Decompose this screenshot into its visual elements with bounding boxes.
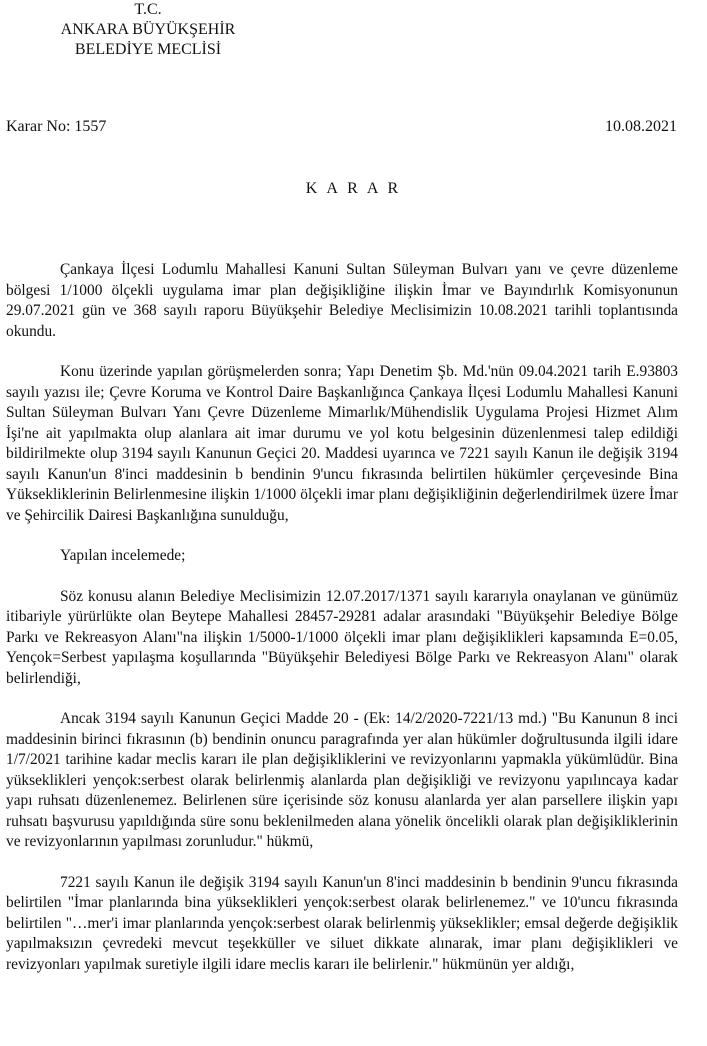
paragraph-3: Yapılan incelemede; [60,547,186,564]
paragraph-2: Konu üzerinde yapılan görüşmelerden sonra; Yapı Denetim Şb. Md.'nün 09.04.2021 tarih E.93803 sayılı yazısı ile; Çevre Koruma ve Kontrol Daire Başkanlığınca Çankaya İlçesi Lodumlu Mahallesi Kanuni Sultan Süleyman Bulvarı Yanı Çevre Düzenleme Mimarlık/Mühendislik Uygulama Projesi Hizmet Alım İşi'ne ait yapılmakta olup alanlara ait imar durumu ve yol kotu belgesinin düzenlenmesi talep edildiği bildirilmekte olup 3194 sayılı Kanunun Geçici 20. Maddesi uyarınca ve 7221 sayılı Kanun ile değişik 3194 sayılı Kanun'un 8'inci maddesinin b bendinin 9'uncu fıkrasında belirtilen hükümler çerçevesinde Bina Yüksekliklerinin Belirlenmesine ilişkin 1/1000 ölçekli imar planı değişikliğinin değerlendirilmek üzere İmar ve Şehircilik Dairesi Başkanlığına sunulduğu, [6,363,678,524]
header-line-council: BELEDİYE MECLİSİ [74,41,222,58]
decision-meta [6,118,677,138]
header-line-tc: T.C. [134,1,162,18]
document-body [6,260,678,975]
document-title: K A R A R [305,180,402,197]
paragraph-4: Söz konusu alanın Belediye Meclisimizin 12.07.2017/1371 sayılı kararıyla onaylanan ve günümüz itibariyle yürürlükte olan Beytepe Mahallesi 28457-29281 adalar arasındaki "Büyükşehir Belediye Bölge Parkı ve Rekreasyon Alanı"na ilişkin 1/5000-1/1000 ölçekli imar planı değişiklikleri kapsamında E=0.05, Yençok=Serbest yapılaşma koşullarında "Büyükşehir Belediyesi Bölge Parkı ve Rekreasyon Alanı" olarak belirlendiği, [6,587,678,687]
decision-date: 10.08.2021 [605,118,677,135]
header-line-municipality: ANKARA BÜYÜKŞEHİR [60,21,236,38]
paragraph-6: 7221 sayılı Kanun ile değişik 3194 sayılı Kanun'un 8'inci maddesinin b bendinin 9'uncu fıkrasında belirtilen "İmar planlarında bina yükseklikleri yençok:serbest olarak belirlenemez." ve 10'uncu fıkrasında belirtilen "…mer'i imar planlarında yençok:serbest olarak belirlenmiş yükseklikler; emsal değerde değişiklik yapılmaksızın çevredeki mevcut teşekküller ve siluet dikkate alınarak, imar planı değişiklikleri ve revizyonları yapılmak suretiyle ilgili idare meclis kararı ile belirlenir." hükmünün yer aldığı, [6,873,678,973]
paragraph-5: Ancak 3194 sayılı Kanunun Geçici Madde 20 - (Ek: 14/2/2020-7221/13 md.) "Bu Kanunun 8 inci maddesinin birinci fıkrasının (b) bendinin onuncu paragrafında yer alan hükümler doğrultusunda ilgili idare 1/7/2021 tarihine kadar meclis kararı ile plan değişikliklerini ve revizyonlarını yapmakla yükümlüdür. Bina yükseklikleri yençok:serbest olarak belirlenmiş alanlarda plan değişikliği ve revizyonu yapılıncaya kadar yapı ruhsatı düzenlenemez. Belirlenen süre içerisinde söz konusu alanlarda yer alan parsellere ilişkin yapı ruhsatı başvurusu yapıldığında süre sonu beklenilmeden alana yönelik öncelikli olarak plan değişikliklerinin ve revizyonlarının yapılması zorunludur." hükmü, [6,710,678,850]
paragraph-1: Çankaya İlçesi Lodumlu Mahallesi Kanuni Sultan Süleyman Bulvarı yanı ve çevre düzenleme bölgesi 1/1000 ölçekli uygulama imar plan değişikliğine ilişkin İmar ve Bayındırlık Komisyonunun 29.07.2021 gün ve 368 sayılı raporu Büyükşehir Belediye Meclisimizin 10.08.2021 tarihli toplantısında okundu. [6,261,678,340]
document-header [28,0,268,60]
decision-number: Karar No: 1557 [6,118,107,135]
